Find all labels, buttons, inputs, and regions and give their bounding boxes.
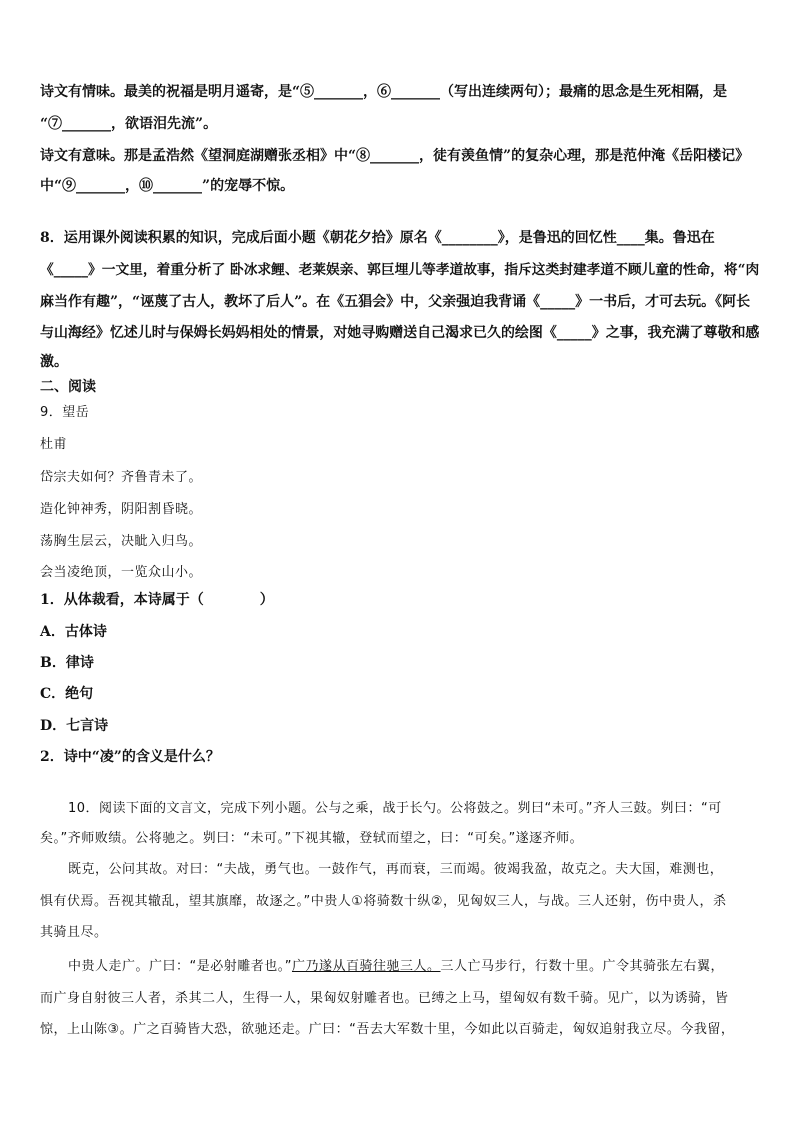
question-10-line-3: 既克，公问其故。对曰：“夫战，勇气也。一鼓作气，再而衰，三而竭。彼竭我盈，故克之。夫大国，难测也，	[68, 862, 724, 877]
sub-question-2: 2．诗中“凌”的含义是什么？	[40, 749, 220, 765]
question-8-line-5: 激。	[40, 354, 68, 370]
question-10-line-2: 矣。”齐师败绩。公将驰之。刿曰：“未可。”下视其辙，登轼而望之，曰：“可矣。”遂逐齐师。	[40, 831, 584, 846]
question-8-line-3: 麻当作有趣”，“诬蔑了古人，教坏了后人”。在《五猖会》中，父亲强迫我背诵《_____》一书后，才可去玩。《阿长	[40, 294, 751, 310]
poem-line-3: 荡胸生层云，决眦入归鸟。	[40, 534, 203, 549]
question-10-line-5: 其骑且尽。	[40, 925, 108, 940]
fill-in-line-1: 诗文有情味。最美的祝福是明月遥寄，是“⑤_______，⑥_______（写出连续两句）；最痛的思念是生死相隔，是	[40, 84, 728, 100]
option-a: A．古体诗	[40, 624, 107, 640]
fill-in-line-3: 诗文有意味。那是孟浩然《望洞庭湖赠张丞相》中“⑧_______，徒有羡鱼情”的复杂心理，那是范仲淹《岳阳楼记》	[40, 148, 750, 164]
option-d: D．七言诗	[40, 718, 109, 734]
section-heading-reading: 二、阅读	[40, 379, 96, 395]
question-8-line-2: 《_____》一文里，着重分析了 卧冰求鲤、老莱娱亲、郭巨埋儿等孝道故事，指斥这类封建孝道不顾儿童的性命，将“肉	[40, 262, 760, 278]
passage-segment: 中贵人走广。广曰：“是必射雕者也。”	[68, 959, 292, 974]
underlined-sentence: 广乃遂从百骑往驰三人。	[291, 959, 441, 974]
question-10-line-1: 10．阅读下面的文言文，完成下列小题。公与之乘，战于长勺。公将鼓之。刿曰“未可。”齐人三鼓。刿曰：“可	[68, 801, 722, 816]
option-c: C．绝句	[40, 686, 94, 702]
poem-line-2: 造化钟神秀，阴阳割昏晓。	[40, 502, 203, 517]
poem-author: 杜甫	[40, 437, 68, 452]
poem-line-1: 岱宗夫如何？齐鲁青未了。	[40, 470, 203, 485]
poem-title: 9．望岳	[40, 405, 90, 420]
fill-in-line-2: “⑦_______，欲语泪先流”。	[40, 116, 218, 132]
question-8-line-1: 8．运用课外阅读积累的知识，完成后面小题《朝花夕拾》原名《________》，是鲁迅的回忆性____集。鲁迅在	[40, 230, 715, 246]
fill-in-line-4: 中“⑨_______，⑩_______”的宠辱不惊。	[40, 178, 295, 194]
option-b: B．律诗	[40, 655, 94, 671]
passage-segment: 三人亡马步行，行数十里。广令其骑张左右翼，	[440, 959, 725, 974]
question-10-line-6	[68, 957, 724, 977]
question-10-line-7: 而广身自射彼三人者，杀其二人，生得一人，果匈奴射雕者也。已缚之上马，望匈奴有数千骑。见广，以为诱骑，皆	[40, 991, 729, 1006]
question-10-line-8: 惊，上山陈③。广之百骑皆大恐，欲驰还走。广曰：“吾去大军数十里，今如此以百骑走，匈奴追射我立尽。今我留，	[40, 1022, 735, 1037]
question-8-line-4: 与山海经》忆述儿时与保姆长妈妈相处的情景，对她寻购赠送自己渴求已久的绘图《_____》之事，我充满了尊敬和感	[40, 325, 760, 341]
poem-line-4: 会当凌绝顶，一览众山小。	[40, 565, 203, 580]
sub-question-1: 1．从体裁看，本诗属于（ ）	[40, 592, 274, 608]
question-10-line-4: 惧有伏焉。吾视其辙乱，望其旗靡，故逐之。”中贵人①将骑数十纵②，见匈奴三人，与战。三人还射，伤中贵人，杀	[40, 894, 727, 909]
